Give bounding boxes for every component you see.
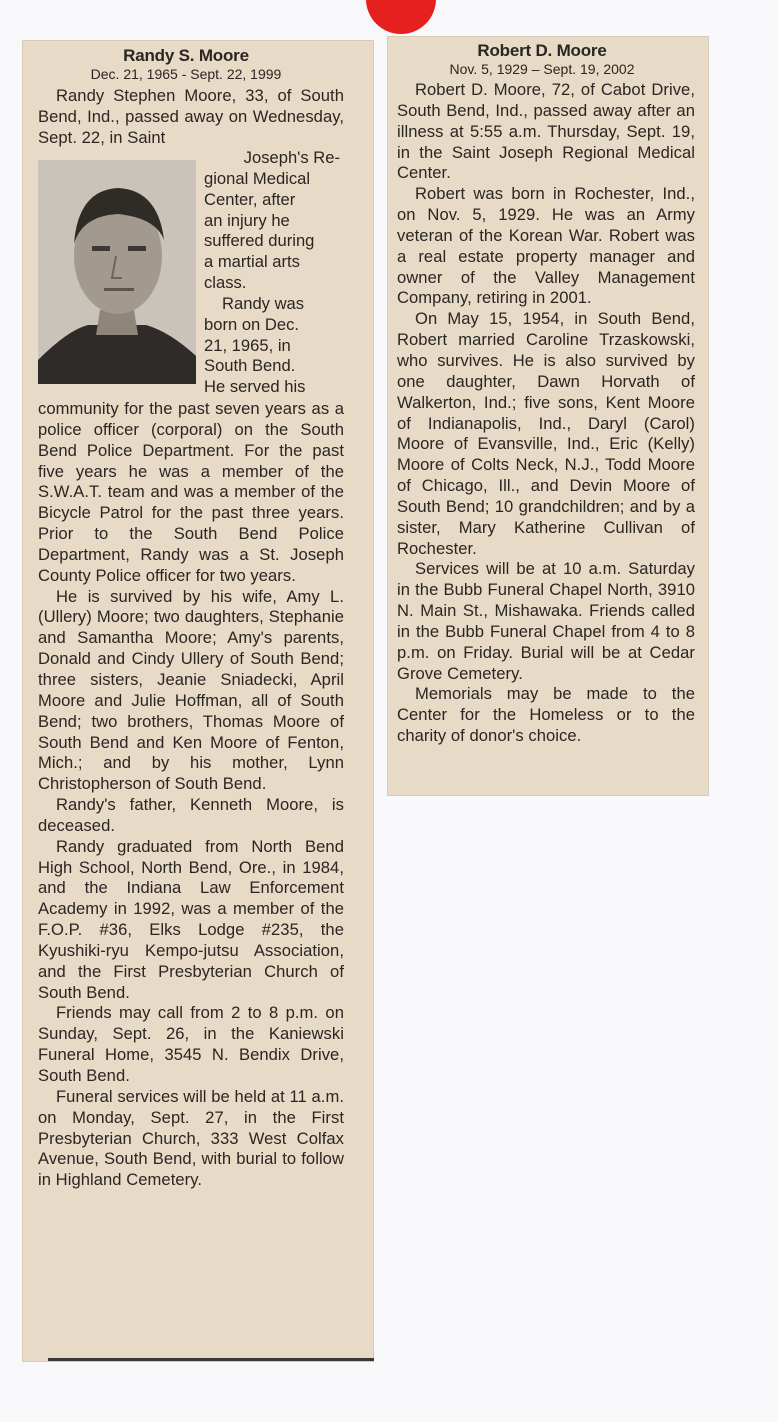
randy-graduated-paragraph: Randy graduated from North Bend High School, North Bend, Ore., in 1984, and the Indiana Law Enforcement Academy in 1992, was a member of the F.O.P. #36, Elks Lodge #235, the Kyushiki-ryu Kempo-jutsu Association, and the First Presbyterian Church of South Bend. <box>38 836 344 1002</box>
robert-paragraph-3: On May 15, 1954, in South Bend, Robert married Caroline Trzaskowski, who survives. He is also survived by one daughter, Dawn Horvath of Walkerton, Ind.; five sons, Kent Moore of Indianapolis, Ind., Daryl (Carol) Moore of Evansville, Ind., Eric (Kelly) Moore of Colts Neck, N.J., Todd Moore of Chicago, Ill., and Devin Moore of South Bend; 10 grandchildren; and by a sister, Mary Katherine Cullivan of Rochester. <box>397 309 695 558</box>
portrait-icon <box>38 160 196 384</box>
wrap2-line-5: He served his <box>204 377 306 397</box>
obituary-clipping-robert <box>387 36 709 796</box>
robert-paragraph-1: Robert D. Moore, 72, of Cabot Drive, South Bend, Ind., passed away after an illness at 5:55 a.m. Thursday, Sept. 19, in the Saint Joseph Regional Medical Center. <box>397 80 695 183</box>
robert-paragraph-4: Services will be at 10 a.m. Saturday in the Bubb Funeral Chapel North, 3910 N. Main St., Mishawaka. Friends called in the Bubb Funeral Chapel from 4 to 8 p.m. on Friday. Burial will be at Cedar Grove Cemetery. <box>397 559 695 683</box>
robert-name: Robert D. Moore <box>477 41 607 60</box>
robert-paragraph-2: Robert was born in Rochester, Ind., on Nov. 5, 1929. He was an Army veteran of the Korean War. Robert was a real estate property manager and owner of the Valley Management Company, retiring in 2001. <box>397 184 695 308</box>
wrap-line-6: a martial arts <box>204 252 300 272</box>
randy-portrait-photo <box>38 160 196 384</box>
randy-friends-paragraph: Friends may call from 2 to 8 p.m. on Sunday, Sept. 26, in the Kaniewski Funeral Home, 3545 N. Bendix Drive, South Bend. <box>38 1003 344 1085</box>
robert-dates: Nov. 5, 1929 – Sept. 19, 2002 <box>449 61 635 77</box>
randy-name: Randy S. Moore <box>123 46 249 65</box>
wrap-line-2: gional Medical <box>204 168 311 188</box>
wrap2-line-3: 21, 1965, in <box>204 335 291 355</box>
wrap2-line-1: Randy was <box>222 293 305 313</box>
randy-wrap-text <box>204 148 340 398</box>
randy-service-paragraph: community for the past seven years as a police officer (corporal) on the South Bend Police Department. For the past five years he was a member of the S.W.A.T. team and was a member of the Bicycle Patrol for the past three years. Prior to the South Bend Police Department, Randy was a St. Joseph County Police officer for two years. <box>38 399 344 585</box>
randy-body <box>38 399 344 1191</box>
randy-dates: Dec. 21, 1965 - Sept. 22, 1999 <box>90 66 282 82</box>
wrap-line-1: Joseph's Re- <box>243 148 340 167</box>
robert-paragraph-5: Memorials may be made to the Center for the Homeless or to the charity of donor's choice. <box>397 684 695 746</box>
wrap2-line-4: South Bend. <box>204 356 296 376</box>
randy-father-paragraph: Randy's father, Kenneth Moore, is deceased. <box>38 795 344 835</box>
robert-header <box>387 41 697 78</box>
robert-body <box>397 80 695 747</box>
wrap-line-3: Center, after <box>204 189 296 209</box>
obituary-clipping-randy <box>22 40 374 1362</box>
clipping-bottom-edge <box>48 1358 374 1361</box>
randy-intro <box>38 86 344 149</box>
wrap-line-7: class. <box>204 273 247 293</box>
randy-intro-text: Randy Stephen Moore, 33, of South Bend, Ind., passed away on Wednesday, Sept. 22, in Saint <box>38 86 344 147</box>
randy-funeral-paragraph: Funeral services will be held at 11 a.m. on Monday, Sept. 27, in the First Presbyterian Church, 333 West Colfax Avenue, South Bend, with burial to follow in Highland Cemetery. <box>38 1086 344 1190</box>
randy-survived-paragraph: He is survived by his wife, Amy L. (Ullery) Moore; two daughters, Stephanie and Samantha Moore; Amy's parents, Donald and Cindy Ullery of South Bend; three sisters, Jeanie Sniadecki, April Moore and Julie Hoffman, all of South Bend; two brothers, Thomas Moore of South Bend and Ken Moore of Fenton, Mich.; and by his mother, Lynn Christopherson of South Bend. <box>38 586 344 794</box>
wrap-line-5: suffered during <box>204 231 315 251</box>
randy-header <box>22 46 350 83</box>
wrap-line-4: an injury he <box>204 210 290 230</box>
wrap2-line-2: born on Dec. <box>204 314 300 334</box>
